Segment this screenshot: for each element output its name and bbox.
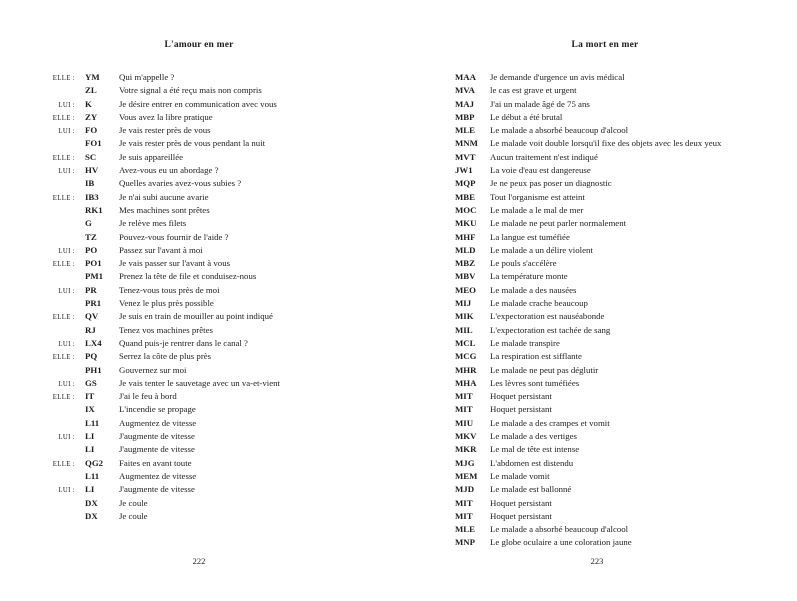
signal-code: MKR: [455, 444, 477, 455]
speaker-label: ELLE :: [52, 314, 75, 322]
signal-description: Passez sur l'avant à moi: [119, 244, 203, 255]
speaker-label: LUI :: [58, 287, 75, 295]
signal-description: Le malade ne peut pas déglutir: [490, 364, 599, 375]
signal-row: [0, 178, 398, 191]
speaker-label: LUI :: [58, 247, 75, 255]
signal-row: [0, 391, 398, 404]
signal-description: Le malade a absorbé beaucoup d'alcool: [490, 524, 629, 535]
signal-description: Serrez la côte de plus près: [119, 351, 212, 362]
signal-code: QV: [85, 311, 99, 322]
signal-code: MCG: [455, 351, 477, 362]
signal-code: DX: [85, 497, 98, 508]
signal-code: L11: [85, 417, 100, 428]
signal-description: Le malade a le mal de mer: [490, 204, 584, 215]
signal-description: Aucun traitement n'est indiqué: [490, 151, 598, 162]
left-page-number: 222: [192, 556, 206, 566]
signal-row: [455, 391, 796, 404]
signal-description: Le malade ne peut parler normalement: [490, 218, 627, 229]
signal-row: [0, 498, 398, 511]
signal-code: PM1: [85, 271, 104, 282]
signal-code: ZY: [85, 111, 98, 122]
signal-code: LI: [85, 431, 95, 442]
signal-row: [455, 524, 796, 537]
signal-row: [455, 311, 796, 324]
signal-description: Je suis appareillée: [119, 151, 183, 162]
speaker-label: ELLE :: [52, 194, 75, 202]
right-page: [398, 0, 796, 601]
right-page-title: La mort en mer: [571, 40, 639, 50]
signal-code: FO1: [85, 138, 102, 149]
signal-row: [455, 245, 796, 258]
right-signal-list: [398, 72, 796, 551]
speaker-label: ELLE :: [52, 75, 75, 82]
signal-row: [455, 404, 796, 417]
signal-description: Hoquet persistant: [490, 391, 552, 402]
signal-row: [455, 484, 796, 497]
signal-description: Le malade a absorbé beaucoup d'alcool: [490, 125, 629, 136]
signal-description: Les lèvres sont tuméfiées: [490, 377, 580, 388]
signal-code: MLE: [455, 524, 476, 535]
signal-code: MLD: [455, 244, 476, 255]
signal-row: [0, 351, 398, 364]
signal-row: [0, 125, 398, 138]
signal-row: [0, 205, 398, 218]
signal-row: [455, 351, 796, 364]
speaker-label: LUI :: [58, 380, 75, 388]
signal-description: Hoquet persistant: [490, 404, 552, 415]
signal-description: Le pouls s'accélère: [490, 258, 557, 269]
signal-row: [455, 178, 796, 191]
signal-code: MEO: [455, 284, 477, 295]
signal-description: Avez-vous eu un abordage ?: [119, 165, 219, 176]
signal-code: MEM: [455, 470, 478, 481]
signal-description: Tenez vos machines prêtes: [119, 324, 213, 335]
signal-code: L11: [85, 470, 100, 481]
speaker-label: LUI :: [58, 101, 75, 109]
signal-code: QG2: [85, 457, 104, 468]
signal-code: MKU: [455, 218, 477, 229]
speaker-label: ELLE :: [52, 261, 75, 269]
signal-description: L'incendie se propage: [119, 404, 196, 415]
signal-row: [0, 271, 398, 284]
signal-description: J'augmente de vitesse: [119, 444, 195, 455]
signal-row: [455, 298, 796, 311]
signal-row: [0, 285, 398, 298]
signal-row: [455, 325, 796, 338]
signal-description: Mes machines sont prêtes: [119, 204, 210, 215]
signal-description: J'augmente de vitesse: [119, 484, 195, 495]
speaker-label: LUI :: [58, 434, 75, 442]
signal-code: K: [85, 98, 92, 109]
signal-code: MKV: [455, 431, 477, 442]
signal-description: Je n'ai subi aucune avarie: [119, 191, 209, 202]
signal-code: IT: [85, 391, 95, 402]
signal-description: La voie d'eau est dangereuse: [490, 165, 591, 176]
signal-description: L'expectoration est tachée de sang: [490, 324, 611, 335]
signal-code: MHR: [455, 364, 477, 375]
signal-description: Le malade crache beaucoup: [490, 298, 588, 309]
signal-row: [0, 431, 398, 444]
signal-description: Hoquet persistant: [490, 497, 552, 508]
signal-row: [455, 271, 796, 284]
signal-code: RJ: [85, 324, 96, 335]
signal-description: La respiration est sifflante: [490, 351, 582, 362]
speaker-label: ELLE :: [52, 460, 75, 468]
signal-code: MIK: [455, 311, 474, 322]
signal-code: MIT: [455, 497, 473, 508]
signal-description: Votre signal a été reçu mais non compris: [119, 85, 262, 96]
signal-row: [0, 112, 398, 125]
signal-code: PO: [85, 244, 98, 255]
signal-description: Tout l'organisme est atteint: [490, 191, 585, 202]
signal-row: [455, 138, 796, 151]
signal-description: L'abdomen est distendu: [490, 457, 574, 468]
signal-code: MIU: [455, 417, 474, 428]
signal-row: [0, 418, 398, 431]
signal-description: Le malade a un délire violent: [490, 244, 593, 255]
signal-description: Je vais tenter le sauvetage avec un va-et-vient: [119, 377, 280, 388]
signal-row: [455, 537, 796, 550]
signal-row: [0, 511, 398, 524]
speaker-label: ELLE :: [52, 394, 75, 402]
signal-description: Quand puis-je rentrer dans le canal ?: [119, 337, 248, 348]
signal-code: MNM: [455, 138, 478, 149]
left-page-title: L'amour en mer: [164, 40, 234, 50]
signal-row: [0, 471, 398, 484]
signal-code: LI: [85, 484, 95, 495]
signal-row: [0, 325, 398, 338]
signal-row: [0, 444, 398, 457]
signal-description: Augmentez de vitesse: [119, 470, 197, 481]
signal-row: [455, 232, 796, 245]
signal-description: Vous avez la libre pratique: [119, 111, 213, 122]
signal-code: PH1: [85, 364, 102, 375]
signal-description: Le malade est ballonné: [490, 484, 572, 495]
signal-row: [455, 365, 796, 378]
signal-row: [0, 72, 398, 85]
signal-code: MBE: [455, 191, 476, 202]
signal-description: Je ne peux pas poser un diagnostic: [490, 178, 612, 189]
signal-description: Le malade voit double lorsqu'il fixe des objets avec les deux yeux: [490, 138, 722, 149]
signal-description: Je coule: [119, 497, 148, 508]
signal-description: J'ai le feu à bord: [119, 391, 177, 402]
signal-code: LX4: [85, 337, 102, 348]
signal-code: MHA: [455, 377, 477, 388]
signal-row: [0, 85, 398, 98]
signal-description: Le mal de tête est intense: [490, 444, 580, 455]
signal-description: Le malade vomit: [490, 470, 550, 481]
signal-description: La langue est tuméfiée: [490, 231, 570, 242]
signal-description: Je demande d'urgence un avis médical: [490, 72, 625, 82]
signal-row: [455, 165, 796, 178]
signal-description: J'ai un malade âgé de 75 ans: [490, 98, 590, 109]
signal-row: [0, 484, 398, 497]
signal-code: MCL: [455, 337, 476, 348]
signal-code: MVT: [455, 151, 476, 162]
signal-row: [0, 378, 398, 391]
signal-description: Je relève mes filets: [119, 218, 187, 229]
signal-row: [0, 298, 398, 311]
signal-description: Le malade a des crampes et vomit: [490, 417, 610, 428]
signal-row: [455, 125, 796, 138]
signal-row: [455, 85, 796, 98]
speaker-label: ELLE :: [52, 354, 75, 362]
signal-row: [455, 72, 796, 85]
signal-description: Prenez la tête de file et conduisez-nous: [119, 271, 257, 282]
signal-code: PR: [85, 284, 97, 295]
speaker-label: LUI :: [58, 487, 75, 495]
signal-row: [455, 218, 796, 231]
signal-description: Hoquet persistant: [490, 510, 552, 521]
signal-row: [455, 192, 796, 205]
signal-row: [455, 99, 796, 112]
signal-row: [455, 378, 796, 391]
signal-row: [0, 404, 398, 417]
signal-code: MAJ: [455, 98, 475, 109]
signal-code: IB3: [85, 191, 99, 202]
signal-description: Le début a été brutal: [490, 111, 563, 122]
signal-row: [0, 232, 398, 245]
signal-description: Le globe oculaire a une coloration jaune: [490, 537, 632, 548]
signal-row: [0, 192, 398, 205]
left-page: [0, 0, 398, 601]
speaker-label: LUI :: [58, 128, 75, 136]
speaker-label: ELLE :: [52, 154, 75, 162]
signal-code: MJD: [455, 484, 475, 495]
signal-row: [455, 285, 796, 298]
signal-code: MIT: [455, 391, 473, 402]
signal-code: MNP: [455, 537, 476, 548]
signal-code: MJG: [455, 457, 475, 468]
signal-row: [0, 338, 398, 351]
signal-description: Le malade transpire: [490, 337, 560, 348]
signal-code: PO1: [85, 258, 102, 269]
signal-code: MIL: [455, 324, 473, 335]
signal-code: MIT: [455, 404, 473, 415]
signal-row: [0, 365, 398, 378]
signal-description: Augmentez de vitesse: [119, 417, 197, 428]
signal-code: MIJ: [455, 298, 472, 309]
signal-description: Je vais passer sur l'avant à vous: [119, 258, 231, 269]
signal-description: Gouvernez sur moi: [119, 364, 187, 375]
signal-row: [455, 511, 796, 524]
signal-row: [0, 165, 398, 178]
signal-description: Pouvez-vous fournir de l'aide ?: [119, 231, 229, 242]
speaker-label: ELLE :: [52, 114, 75, 122]
signal-description: Je coule: [119, 510, 148, 521]
signal-description: Je désire entrer en communication avec vous: [119, 98, 277, 109]
signal-row: [455, 112, 796, 125]
left-signal-list: [0, 72, 398, 524]
signal-code: LI: [85, 444, 95, 455]
signal-row: [455, 338, 796, 351]
signal-description: Le malade a des vertiges: [490, 431, 577, 442]
signal-code: IB: [85, 178, 95, 189]
signal-row: [0, 152, 398, 165]
signal-code: MOC: [455, 204, 477, 215]
signal-code: JW1: [455, 165, 473, 176]
signal-description: Je vais rester près de vous pendant la nuit: [119, 138, 266, 149]
signal-code: MAA: [455, 72, 477, 82]
signal-description: Le malade a des nausées: [490, 284, 577, 295]
signal-code: GS: [85, 377, 97, 388]
signal-code: MBV: [455, 271, 476, 282]
signal-code: TZ: [85, 231, 97, 242]
signal-code: MHF: [455, 231, 476, 242]
signal-description: J'augmente de vitesse: [119, 431, 195, 442]
signal-code: MIT: [455, 510, 473, 521]
signal-code: HV: [85, 165, 99, 176]
signal-description: Je vais rester près de vous: [119, 125, 211, 136]
signal-description: Venez le plus près possible: [119, 298, 214, 309]
signal-row: [455, 471, 796, 484]
signal-code: IX: [85, 404, 95, 415]
signal-code: MVA: [455, 85, 475, 96]
signal-description: Faites en avant toute: [119, 457, 192, 468]
signal-code: RK1: [85, 204, 103, 215]
signal-description: Qui m'appelle ?: [119, 72, 175, 82]
signal-code: G: [85, 218, 92, 229]
signal-row: [0, 458, 398, 471]
signal-row: [0, 99, 398, 112]
signal-code: DX: [85, 510, 98, 521]
signal-description: le cas est grave et urgent: [490, 85, 577, 96]
signal-code: PQ: [85, 351, 98, 362]
signal-row: [455, 205, 796, 218]
signal-row: [0, 218, 398, 231]
signal-description: Je suis en train de mouiller au point indiqué: [119, 311, 273, 322]
signal-code: MLE: [455, 125, 476, 136]
signal-row: [0, 311, 398, 324]
signal-code: MBZ: [455, 258, 476, 269]
signal-description: La température monte: [490, 271, 568, 282]
signal-code: FO: [85, 125, 98, 136]
signal-row: [0, 245, 398, 258]
signal-row: [455, 418, 796, 431]
signal-row: [455, 258, 796, 271]
signal-code: MBP: [455, 111, 475, 122]
right-page-number: 223: [590, 556, 604, 566]
signal-code: ZL: [85, 85, 97, 96]
signal-description: Quelles avaries avez-vous subies ?: [119, 178, 242, 189]
signal-row: [455, 444, 796, 457]
signal-row: [0, 138, 398, 151]
signal-description: L'expectoration est nauséabonde: [490, 311, 605, 322]
signal-code: SC: [85, 151, 97, 162]
signal-code: YM: [85, 72, 100, 82]
signal-code: PR1: [85, 298, 102, 309]
speaker-label: LUI :: [58, 168, 75, 176]
signal-row: [455, 498, 796, 511]
signal-row: [455, 458, 796, 471]
signal-description: Tenez-vous tous près de moi: [119, 284, 220, 295]
signal-row: [0, 258, 398, 271]
signal-code: MQP: [455, 178, 476, 189]
signal-row: [455, 431, 796, 444]
signal-row: [455, 152, 796, 165]
speaker-label: LUI :: [58, 340, 75, 348]
